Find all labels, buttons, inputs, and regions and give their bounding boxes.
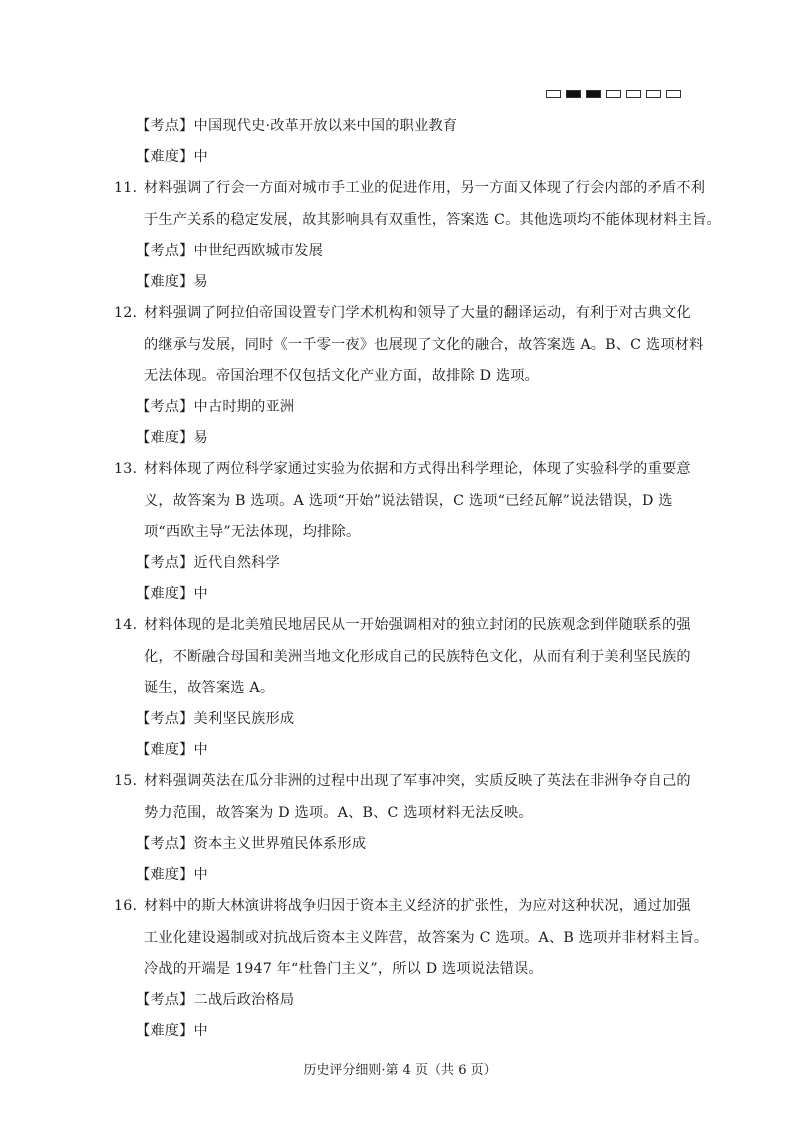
- kaodian-line: 【考点】中古时期的亚洲: [136, 399, 295, 415]
- answer-text-line: 材料体现的是北美殖民地居民从一开始强调相对的独立封闭的民族观念到伴随联系的强: [144, 617, 691, 633]
- kaodian-line: 【考点】中国现代史·改革开放以来中国的职业教育: [136, 118, 458, 134]
- kaodian-line: 【考点】美利坚民族形成: [136, 711, 295, 727]
- item-number: 12.: [114, 305, 138, 321]
- kaodian-line: 【考点】二战后政治格局: [136, 992, 295, 1008]
- item-number: 16.: [114, 898, 138, 914]
- page-marker-segment: [666, 90, 681, 98]
- page-marker-segment: [606, 90, 621, 98]
- item-number: 14.: [114, 617, 138, 633]
- answer-text-line: 义，故答案为 B 选项。A 选项“开始”说法错误，C 选项“已经瓦解”说法错误，D 选: [144, 493, 673, 509]
- answer-text-line: 冷战的开端是 1947 年“杜鲁门主义”，所以 D 选项说法错误。: [144, 961, 543, 977]
- answer-text-line: 势力范围，故答案为 D 选项。A、B、C 选项材料无法反映。: [144, 805, 533, 821]
- nandu-line: 【难度】易: [136, 274, 208, 290]
- answer-text-line: 材料强调英法在瓜分非洲的过程中出现了军事冲突，实质反映了英法在非洲争夺自己的: [144, 773, 691, 789]
- answer-text-line: 诞生，故答案选 A。: [144, 680, 275, 696]
- answer-text-line: 工业化建设遏制或对抗战后资本主义阵营，故答案为 C 选项。A、B 选项并非材料主旨。: [144, 930, 709, 946]
- answer-text-line: 无法体现。帝国治理不仅包括文化产业方面，故排除 D 选项。: [144, 368, 540, 384]
- page-marker-segment: [626, 90, 641, 98]
- page-marker-segment: [646, 90, 661, 98]
- nandu-line: 【难度】中: [136, 1023, 208, 1039]
- nandu-line: 【难度】中: [136, 586, 208, 602]
- item-number: 15.: [114, 773, 138, 789]
- page-marker-segment: [546, 90, 561, 98]
- answer-text-line: 项“西欧主导”无法体现，均排除。: [144, 524, 361, 540]
- item-number: 11.: [114, 180, 138, 196]
- answer-text-line: 材料体现了两位科学家通过实验为依据和方式得出科学理论，体现了实验科学的重要意: [144, 461, 691, 477]
- page-marker-segment-filled: [586, 90, 601, 98]
- answer-text-line: 于生产关系的稳定发展，故其影响具有双重性，答案选 C。其他选项均不能体现材料主旨。: [144, 212, 721, 228]
- kaodian-line: 【考点】中世纪西欧城市发展: [136, 243, 324, 259]
- page-marker-segment-filled: [566, 90, 581, 98]
- item-number: 13.: [114, 461, 138, 477]
- answer-text-line: 材料中的斯大林演讲将战争归因于资本主义经济的扩张性，为应对这种状况，通过加强: [144, 898, 691, 914]
- nandu-line: 【难度】易: [136, 430, 208, 446]
- answer-text-line: 的继承与发展，同时《一千零一夜》也展现了文化的融合，故答案选 A。B、C 选项材料: [144, 337, 704, 353]
- nandu-line: 【难度】中: [136, 149, 208, 165]
- page-footer: 历史评分细则·第 4 页（共 6 页）: [303, 1063, 497, 1078]
- answer-text-line: 材料强调了阿拉伯帝国设置专门学术机构和领导了大量的翻译运动，有利于对古典文化: [144, 305, 691, 321]
- page-marker-bar: [546, 90, 681, 98]
- answer-text-line: 化，不断融合母国和美洲当地文化形成自己的民族特色文化，从而有利于美利坚民族的: [144, 649, 691, 665]
- nandu-line: 【难度】中: [136, 742, 208, 758]
- nandu-line: 【难度】中: [136, 867, 208, 883]
- kaodian-line: 【考点】资本主义世界殖民体系形成: [136, 836, 367, 852]
- kaodian-line: 【考点】近代自然科学: [136, 555, 280, 571]
- answer-text-line: 材料强调了行会一方面对城市手工业的促进作用，另一方面又体现了行会内部的矛盾不利: [144, 180, 706, 196]
